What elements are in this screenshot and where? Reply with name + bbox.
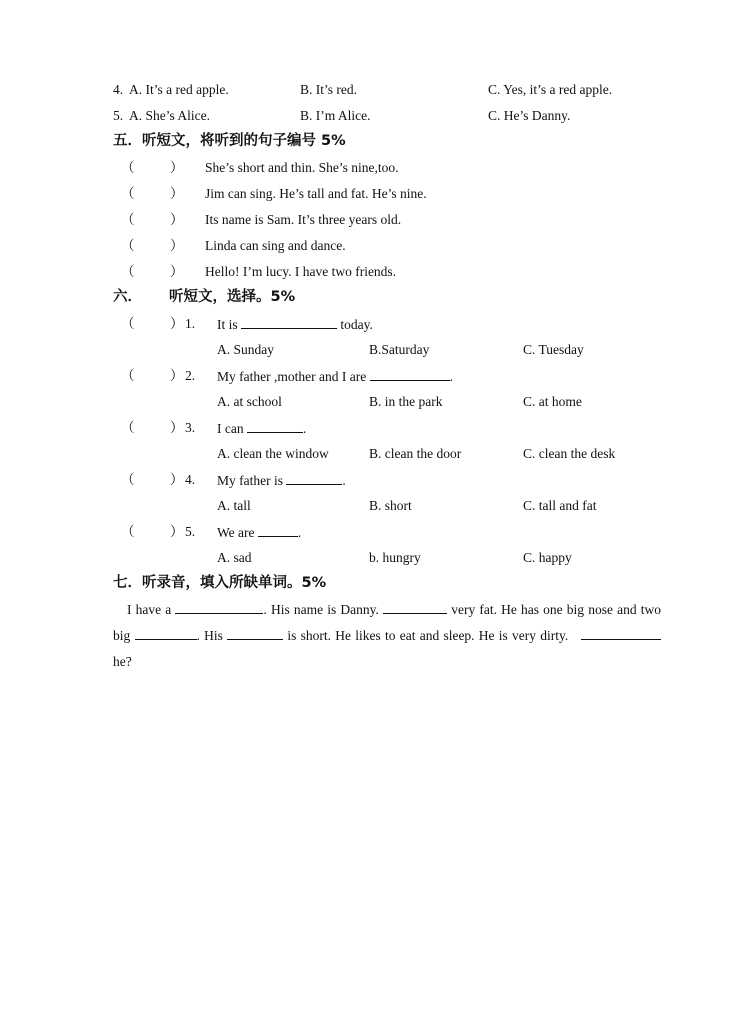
paren-close: ） [170,186,184,201]
question-text [217,368,453,385]
option-b: B. clean the door [369,446,462,461]
answer-blank[interactable] [241,316,337,329]
question-suffix: today. [340,317,373,332]
option-c: C. He’s Danny. [488,108,571,123]
option-c: C. at home [523,394,582,409]
question-number: 1. [185,316,196,331]
paren-open: （ [121,160,135,175]
answer-blank[interactable] [227,627,283,640]
sentence-text: Its name is Sam. It’s three years old. [205,212,402,227]
paren-open: （ [121,212,135,227]
section-5-title: 五．听短文，将听到的句子编号 5% [113,133,346,149]
section-6-text: 听短文，选择。5% [169,289,296,305]
option-c: C. clean the desk [523,446,616,461]
option-a: A. Sunday [217,342,274,357]
question-number: 2. [185,368,196,383]
passage-text: . His [196,628,223,643]
sentence-text: Hello! I’m lucy. I have two friends. [205,264,397,279]
question-text [217,316,373,333]
sentence-text: Linda can sing and dance. [205,238,346,253]
paren-open: （ [121,264,135,279]
passage-text: I have a [127,602,172,617]
question-prefix: It is [217,317,238,332]
question-suffix: . [302,421,307,436]
paren-open: （ [121,186,135,201]
option-c: C. happy [523,550,572,565]
question-prefix: My father ,mother and I are [217,369,367,384]
paren-close: ） [170,316,184,331]
paren-open: （ [121,368,135,383]
question-number: 3. [185,420,196,435]
question-text [217,472,346,489]
section-6-number: 六． [113,289,142,305]
passage-text: . His name is Danny. [263,602,379,617]
answer-blank[interactable] [135,627,197,640]
paren-open: （ [121,316,135,331]
answer-blank[interactable] [175,601,263,614]
paren-close: ） [170,238,184,253]
sentence-text: Jim can sing. He’s tall and fat. He’s nine. [205,186,427,201]
option-b: B. It’s red. [300,82,357,97]
option-b: B. I’m Alice. [300,108,371,123]
row-number: 4. [113,82,124,97]
sentence-text: She’s short and thin. She’s nine,too. [205,160,399,175]
option-a: A. clean the window [217,446,329,461]
question-prefix: My father is [217,473,283,488]
question-suffix: . [449,369,453,384]
fill-in-passage [113,597,661,675]
question-prefix: I can [217,421,244,436]
paren-close: ） [170,160,184,175]
question-suffix: . [297,525,302,540]
option-a: A. It’s a red apple. [129,82,229,97]
paren-open: （ [121,420,135,435]
question-number: 4. [185,472,196,487]
option-c: C. Yes, it’s a red apple. [488,82,613,97]
question-text [217,420,306,437]
answer-blank[interactable] [370,368,450,381]
answer-blank[interactable] [383,601,447,614]
option-a: A. at school [217,394,282,409]
option-b: b. hungry [369,550,421,565]
option-a: A. tall [217,498,251,513]
paren-open: （ [121,524,135,539]
section-7-title: 七．听录音，填入所缺单词。5% [113,575,327,591]
option-b: B.Saturday [369,342,430,357]
option-a: A. She’s Alice. [129,108,210,123]
answer-blank[interactable] [581,627,661,640]
paren-close: ） [170,212,184,227]
passage-text: very fat. He has one big nose and two big [113,602,661,643]
paren-close: ） [170,368,184,383]
paren-open: （ [121,472,135,487]
row-number: 5. [113,108,124,123]
answer-blank[interactable] [247,420,303,433]
paren-close: ） [170,264,184,279]
question-suffix: . [342,473,346,488]
question-number: 5. [185,524,196,539]
paren-close: ） [170,420,184,435]
option-b: B. short [369,498,412,513]
option-b: B. in the park [369,394,443,409]
paren-close: ） [170,524,184,539]
paren-close: ） [170,472,184,487]
option-c: C. Tuesday [523,342,584,357]
question-prefix: We are [217,525,255,540]
option-c: C. tall and fat [523,498,597,513]
passage-text: is short. He likes to eat and sleep. He is very dirty. [287,628,569,643]
passage-text: he? [113,654,132,669]
question-text [217,524,301,541]
answer-blank[interactable] [286,472,342,485]
option-a: A. sad [217,550,252,565]
paren-open: （ [121,238,135,253]
answer-blank[interactable] [258,524,298,537]
